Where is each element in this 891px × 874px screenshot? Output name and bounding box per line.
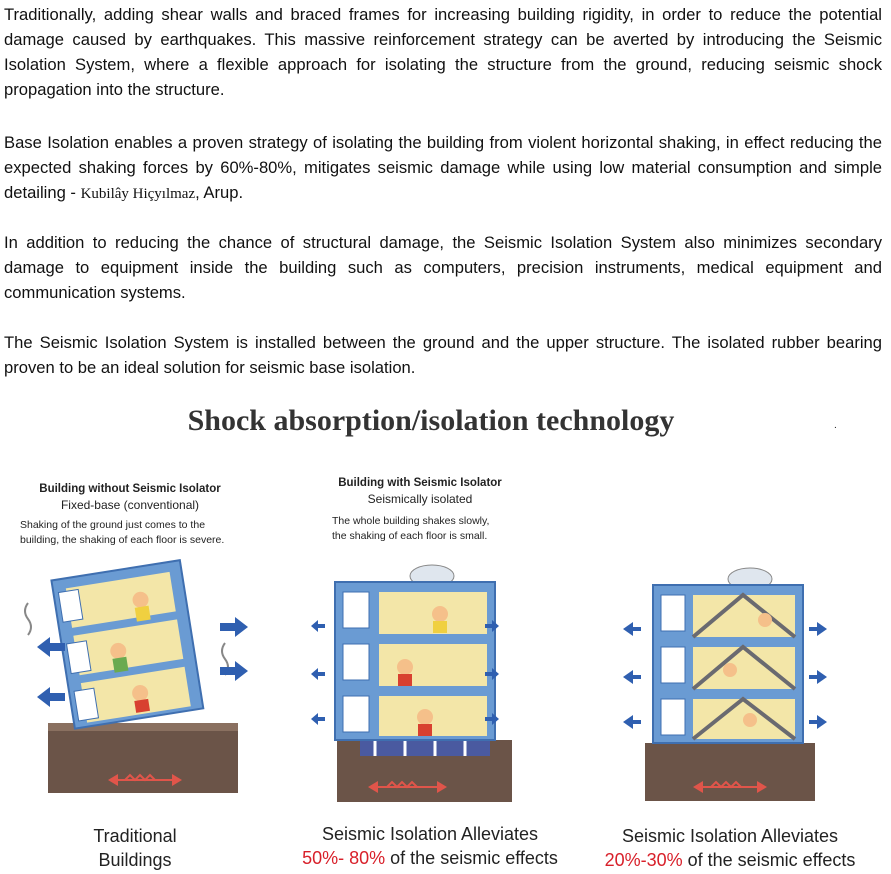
panel-1-heading: Building without Seismic Isolator xyxy=(39,483,221,495)
caption-traditional-line2: Buildings xyxy=(98,850,172,870)
secondary-damage-paragraph: In addition to reducing the chance of structural damage, the Seismic Isolation System also minimizes secondary damage to equipment inside the building such as computers, precision instruments, medical equipment and communication systems. xyxy=(4,233,882,302)
panel-2-heading: Building with Seismic Isolator xyxy=(338,477,502,489)
panel-2-header xyxy=(310,475,530,507)
isolated-building-illustration xyxy=(305,562,535,807)
panel-1-desc-line2: building, the shaking of each floor is severe. xyxy=(20,534,225,546)
base-isolation-text: Base Isolation enables a proven strategy of isolating the building from violent horizontal shaking, in effect reducing the expected shaking forces by 60%-80%, mitigates seismic damage while using low material consumption and simple detailing - xyxy=(4,133,882,202)
isolated-building-icon xyxy=(311,565,512,802)
installation-paragraph: The Seismic Isolation System is installed between the ground and the upper structure. The isolated rubber bearing proven to be an ideal solution for seismic base isolation. xyxy=(4,333,882,377)
traditional-building-illustration xyxy=(20,555,250,805)
panel-1-subheading: Fixed-base (conventional) xyxy=(60,498,200,512)
caption-isolation-20-30-rest: of the seismic effects xyxy=(682,850,856,870)
arrow-icon xyxy=(809,622,827,636)
caption-isolation-50-80-rest: of the seismic effects xyxy=(385,848,558,868)
arrow-icon xyxy=(809,715,827,729)
braced-building-illustration xyxy=(615,565,835,810)
arrow-icon xyxy=(623,715,641,729)
caption-isolation-20-30-line1: Seismic Isolation Alleviates xyxy=(621,826,839,846)
caption-isolation-50-80 xyxy=(270,822,590,870)
arrow-icon xyxy=(809,670,827,684)
panel-1-desc-line1: Shaking of the ground just comes to the xyxy=(20,519,206,531)
ground-block xyxy=(48,723,238,793)
caption-traditional-line1: Traditional xyxy=(93,826,177,846)
shaking-building-icon xyxy=(25,560,248,793)
author-name: Kubilây Hiçyılmaz xyxy=(80,186,196,202)
panel-2-subheading: Seismically isolated xyxy=(367,492,473,506)
percent-range-50-80: 50%- 80% xyxy=(302,848,386,868)
panel-2-desc-line1: The whole building shakes slowly, xyxy=(332,515,490,527)
panel-2-desc-line2: the shaking of each floor is small. xyxy=(332,530,488,542)
percent-range-20-30: 20%-30% xyxy=(604,850,683,870)
panel-1-description xyxy=(20,518,280,548)
caption-isolation-20-30 xyxy=(580,824,880,872)
intro-paragraph: Traditionally, adding shear walls and braced frames for increasing building rigidity, in order to reduce the potential damage caused by earthquakes. This massive reinforcement strategy can be averted by introducing the Seismic Isolation System, where a flexible approach for isolating the structure from the ground, reducing seismic shock propagation into the structure. xyxy=(4,5,882,99)
panel-1-header xyxy=(20,481,240,513)
small-arrow-icon xyxy=(311,713,325,725)
caption-traditional xyxy=(60,824,210,872)
caption-isolation-50-80-line1: Seismic Isolation Alleviates xyxy=(321,824,539,844)
shake-arrow-icon xyxy=(220,661,248,681)
small-arrow-icon xyxy=(311,620,325,632)
shake-arrow-icon xyxy=(37,687,65,707)
arrow-icon xyxy=(623,622,641,636)
caption-isolation-20-30-line2 xyxy=(580,848,880,872)
stray-dot: . xyxy=(834,420,837,431)
author-affiliation: , Arup. xyxy=(195,183,244,202)
base-isolation-paragraph xyxy=(4,130,882,207)
shake-arrow-icon xyxy=(220,617,248,637)
figure-title: Shock absorption/isolation technology xyxy=(187,404,675,437)
small-arrow-icon xyxy=(311,668,325,680)
caption-isolation-50-80-line2 xyxy=(270,846,590,870)
panel-2-description xyxy=(332,514,552,544)
braced-building-icon xyxy=(623,568,827,801)
ground-block xyxy=(645,743,815,801)
arrow-icon xyxy=(623,670,641,684)
